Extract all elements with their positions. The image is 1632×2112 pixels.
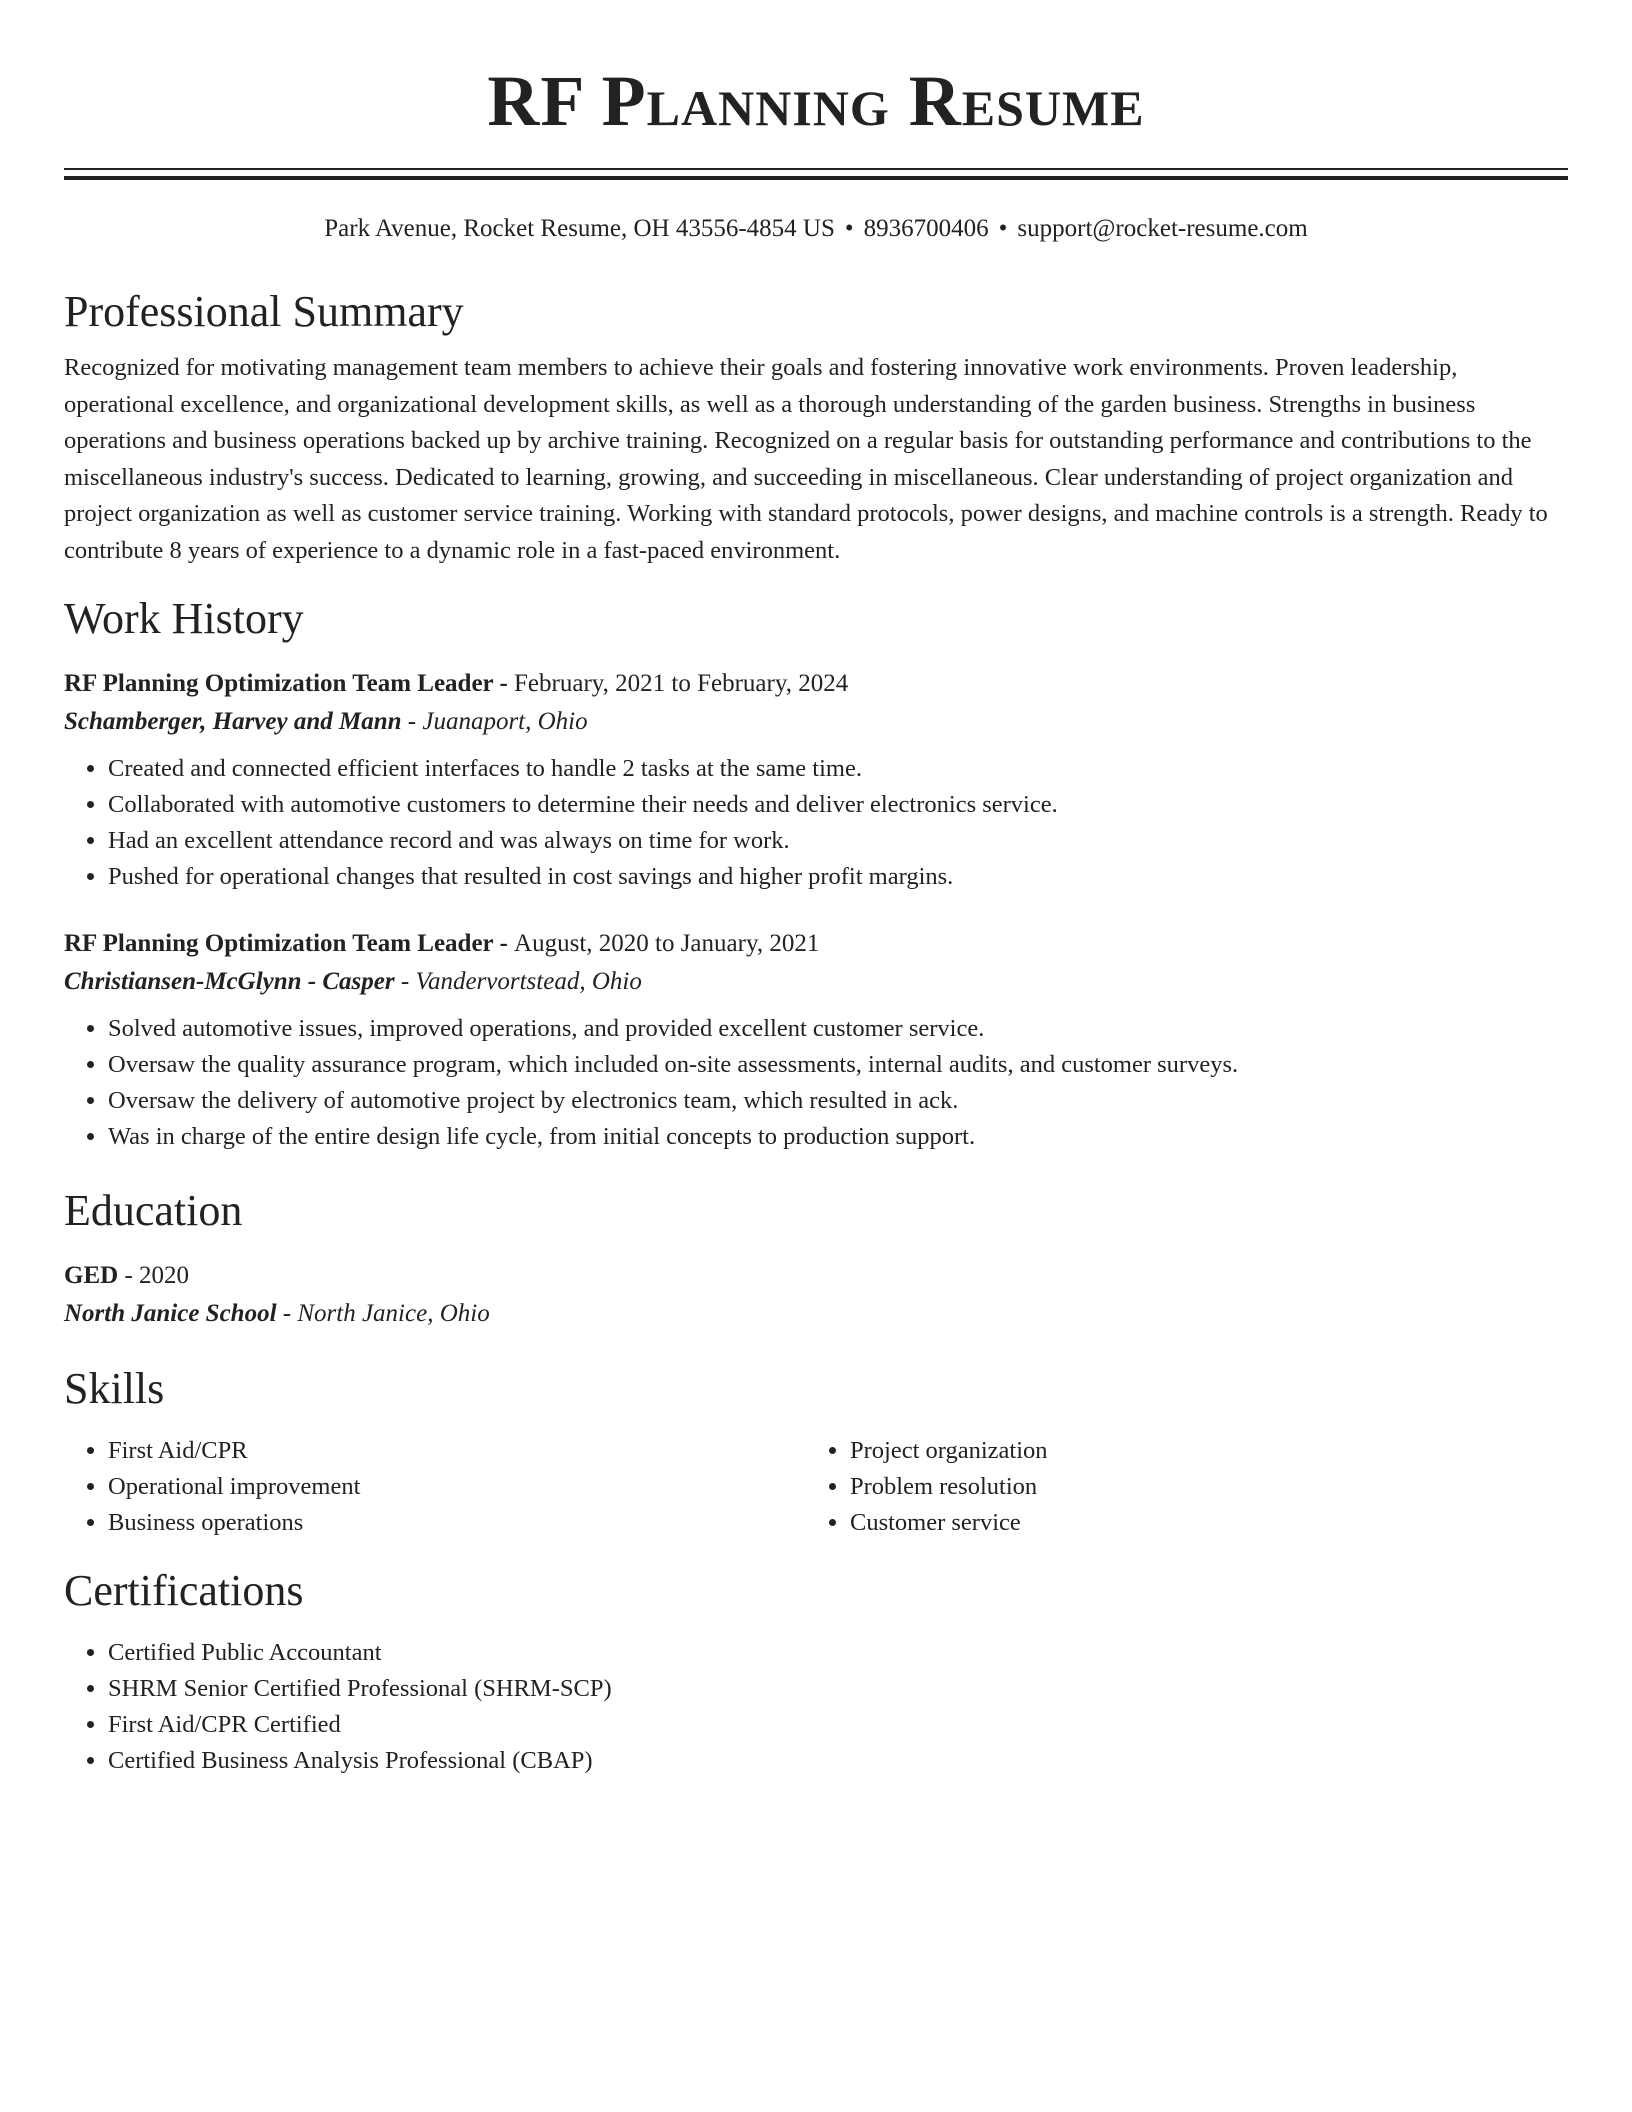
- job-title-line: RF Planning Optimization Team Leader - August, 2020 to January, 2021: [64, 930, 820, 957]
- job-location: Juanaport, Ohio: [422, 708, 588, 735]
- education-school-line: North Janice School - North Janice, Ohio: [64, 1300, 490, 1327]
- divider-thick-line: [64, 176, 1568, 180]
- job-dates: August, 2020 to January, 2021: [514, 930, 820, 957]
- education-year: 2020: [139, 1262, 190, 1289]
- education-entry: [64, 1257, 1568, 1333]
- job-company: Schamberger, Harvey and Mann: [64, 708, 402, 735]
- resume-title: RF Planning Resume: [487, 61, 1145, 141]
- certifications-heading: Certifications: [64, 1566, 304, 1615]
- certification-item: • Certified Business Analysis Professional (CBAP): [108, 1743, 1568, 1779]
- job-bullet: • Solved automotive issues, improved operations, and provided excellent customer service.: [108, 1011, 1568, 1047]
- skill-item: • Problem resolution: [850, 1469, 1548, 1505]
- job-bullets: [64, 751, 1568, 895]
- job-location: Vandervortstead, Ohio: [415, 968, 642, 995]
- job-bullet: • Oversaw the quality assurance program, which included on-site assessments, internal audits, and customer surveys.: [108, 1047, 1568, 1083]
- job-bullet: • Pushed for operational changes that resulted in cost savings and higher profit margins.: [108, 859, 1568, 895]
- job-title-line: RF Planning Optimization Team Leader - February, 2021 to February, 2024: [64, 670, 849, 697]
- education-location: North Janice, Ohio: [297, 1300, 490, 1327]
- education-degree: GED: [64, 1262, 119, 1289]
- job-bullet: • Had an excellent attendance record and was always on time for work.: [108, 823, 1568, 859]
- skills-heading: Skills: [64, 1364, 165, 1413]
- skill-item: • First Aid/CPR: [108, 1433, 806, 1469]
- job-entry: [64, 925, 1568, 1155]
- contact-separator: •: [998, 215, 1008, 242]
- skills-list-right: [806, 1433, 1548, 1541]
- job-entry: [64, 665, 1568, 895]
- job-company: Christiansen-McGlynn - Casper: [64, 968, 395, 995]
- summary-heading: Professional Summary: [64, 287, 464, 336]
- job-bullet: • Oversaw the delivery of automotive project by electronics team, which resulted in ack.: [108, 1083, 1568, 1119]
- job-bullet: • Collaborated with automotive customers to determine their needs and deliver electronics service.: [108, 787, 1568, 823]
- certification-item: • First Aid/CPR Certified: [108, 1707, 1568, 1743]
- certification-item: • Certified Public Accountant: [108, 1635, 1568, 1671]
- certification-item: • SHRM Senior Certified Professional (SHRM-SCP): [108, 1671, 1568, 1707]
- contact-address: Park Avenue, Rocket Resume, OH 43556-4854 US: [324, 215, 835, 242]
- skill-item: • Business operations: [108, 1505, 806, 1541]
- job-dates: February, 2021 to February, 2024: [514, 670, 849, 697]
- skill-item: • Project organization: [850, 1433, 1548, 1469]
- summary-text: Recognized for motivating management team members to achieve their goals and fostering innovative work environments. Proven leadership, operational excellence, and organizational development skills, as well as a thorough understanding of the garden business. Strengths in business operations and business operations backed up by archive training. Recognized on a regular basis for outstanding performance and contributions to the miscellaneous industry's success. Dedicated to learning, growing, and succeeding in miscellaneous. Clear understanding of project organization and project organization as well as customer service training. Working with standard protocols, power designs, and machine controls is a strength. Ready to contribute 8 years of experience to a dynamic role in a fast-paced environment.: [64, 354, 1548, 564]
- education-heading: Education: [64, 1186, 243, 1235]
- job-company-line: Christiansen-McGlynn - Casper - Vandervortstead, Ohio: [64, 968, 642, 995]
- job-bullet: • Was in charge of the entire design life cycle, from initial concepts to production support.: [108, 1119, 1568, 1155]
- skills-grid: [64, 1433, 1568, 1541]
- divider-thin-line: [64, 168, 1568, 170]
- certifications-list: [64, 1635, 1568, 1779]
- title-divider: [64, 168, 1568, 180]
- skills-list-left: [64, 1433, 806, 1541]
- job-bullet: • Created and connected efficient interfaces to handle 2 tasks at the same time.: [108, 751, 1568, 787]
- contact-line: [64, 212, 1568, 246]
- contact-phone: 8936700406: [863, 215, 989, 242]
- job-role: RF Planning Optimization Team Leader: [64, 930, 494, 957]
- education-school: North Janice School: [64, 1300, 277, 1327]
- skill-item: • Operational improvement: [108, 1469, 806, 1505]
- education-degree-line: GED - 2020: [64, 1262, 190, 1289]
- work-history-heading: Work History: [64, 594, 304, 643]
- skill-item: • Customer service: [850, 1505, 1548, 1541]
- job-role: RF Planning Optimization Team Leader: [64, 670, 494, 697]
- job-bullets: [64, 1011, 1568, 1155]
- job-company-line: Schamberger, Harvey and Mann - Juanaport, Ohio: [64, 708, 588, 735]
- contact-email: support@rocket-resume.com: [1017, 215, 1308, 242]
- contact-separator: •: [844, 215, 854, 242]
